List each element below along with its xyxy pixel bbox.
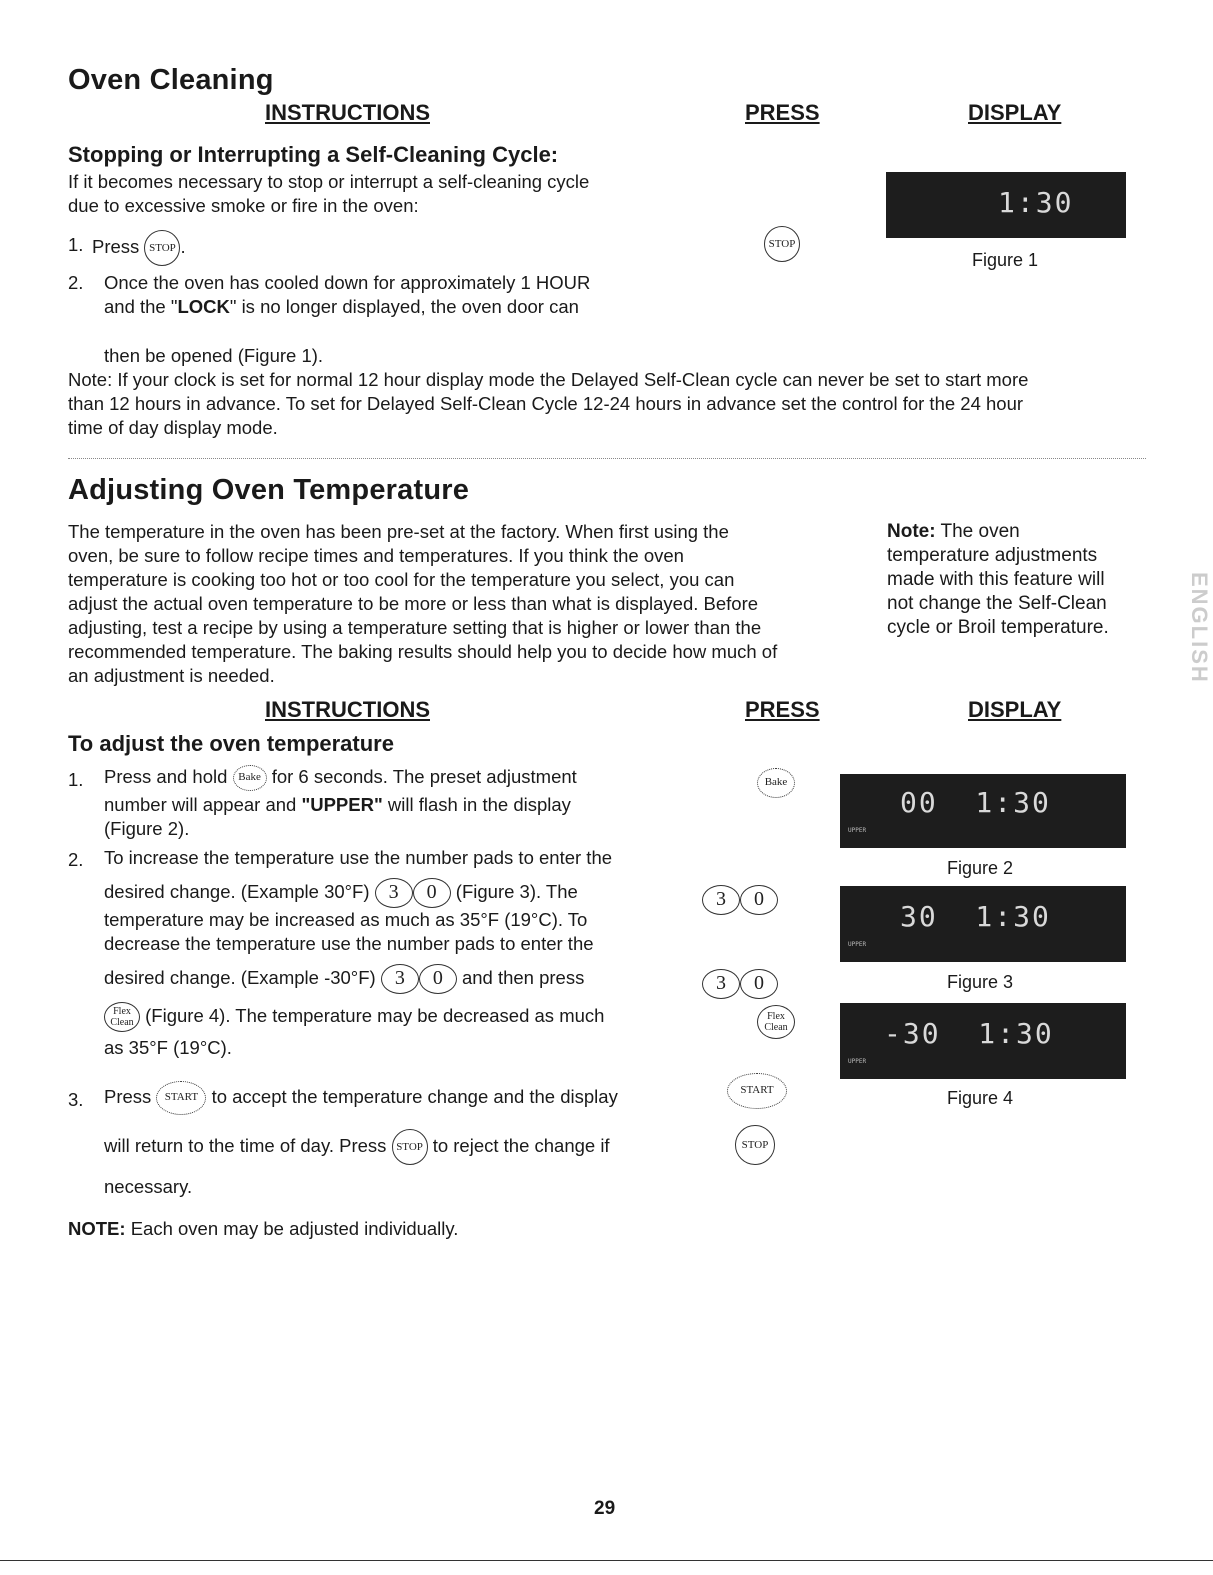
side-language-tab: ENGLISH [1187, 572, 1212, 684]
col-header-display: DISPLAY [968, 100, 1062, 125]
para-line: adjust the actual oven temperature to be more or less than what is displayed. Before [68, 593, 759, 614]
text-fragment: Press [104, 1085, 152, 1107]
stop-button-icon: STOP [144, 230, 180, 266]
note-delayed-clean [68, 368, 1028, 440]
figure-3-caption: Figure 3 [947, 972, 1014, 992]
start-button-icon: START [156, 1081, 206, 1115]
step-line: (Figure 2). [104, 818, 190, 840]
display-digits: 00 1:30 [900, 786, 1051, 819]
col-header-instructions: INSTRUCTIONS [265, 100, 430, 125]
step-line: temperature may be increased as much as 35°F (19°C). To [104, 909, 588, 930]
text-fragment: and then press [461, 966, 585, 988]
upper-indicator: UPPER [848, 827, 867, 834]
display-digits: -30 1:30 [884, 1017, 1054, 1050]
step-number: 1. [68, 769, 84, 790]
step-line: as 35°F (19°C). [104, 1037, 232, 1058]
text-fragment: will flash in the display [382, 794, 571, 816]
step-line [104, 765, 577, 791]
number-3-button-icon: 3 [375, 878, 413, 908]
step-line [104, 793, 577, 817]
press-30-icons [702, 885, 778, 915]
para-line: temperature is cooking too hot or too cool for the temperature you select, you can [68, 569, 735, 590]
step-line [104, 964, 612, 994]
press-minus30-icons [702, 969, 778, 999]
step-line [104, 1081, 618, 1115]
step-number: 3. [68, 1089, 84, 1110]
step-line: decrease the temperature use the number pads to enter the [104, 933, 594, 954]
section-divider [68, 458, 1146, 459]
para-line: The temperature in the oven has been pre-set at the factory. When first using the [68, 521, 729, 542]
step-line: To increase the temperature use the number pads to enter the [104, 847, 613, 868]
note-line-1: Note: If your clock is set for normal 12 hour display mode the Delayed Self-Clean cycle can never be set to start more [68, 369, 1029, 390]
para-line: recommended temperature. The baking results should help you to decide how much of [68, 641, 778, 662]
step-2 [104, 271, 590, 319]
step-line: necessary. [104, 1176, 193, 1197]
col-header-instructions: INSTRUCTIONS [265, 697, 430, 722]
adjust-step-3 [104, 1081, 618, 1199]
page-number: 29 [594, 1498, 616, 1519]
intro-line-2: due to excessive smoke or fire in the oven: [68, 195, 419, 216]
side-note-line: made with this feature will [887, 569, 1105, 590]
side-note-line: temperature adjustments [887, 545, 1098, 566]
step-number: 1. [68, 234, 84, 255]
para-line: an adjustment is needed. [68, 665, 275, 686]
figure-2-caption: Figure 2 [947, 858, 1014, 878]
step-2-line-1: Once the oven has cooled down for approximately 1 HOUR [104, 272, 591, 293]
step-number: 2. [68, 272, 84, 293]
number-0-button-icon: 0 [740, 885, 778, 915]
flex-clean-button-icon [104, 1002, 140, 1032]
col-header-press: PRESS [745, 697, 820, 722]
text-fragment: (Figure 4). The temperature may be decreased as much [145, 1004, 605, 1026]
adjust-step-2 [104, 846, 612, 1060]
text-fragment: (Figure 3). The [455, 880, 578, 902]
step-1 [92, 230, 186, 266]
press-stop-icon: STOP [735, 1125, 775, 1165]
subtitle-adjust: To adjust the oven temperature [68, 731, 394, 756]
note-each-oven [68, 1217, 458, 1241]
note-line-2: than 12 hours in advance. To set for Delayed Self-Clean Cycle 12-24 hours in advance set the control for the 24 hour [68, 393, 1024, 414]
section-title-oven-cleaning: Oven Cleaning [68, 64, 274, 96]
text-fragment: desired change. (Example 30°F) [104, 880, 370, 902]
adjust-step-1 [104, 765, 577, 841]
col-header-press: PRESS [745, 100, 820, 125]
note-label: NOTE: [68, 1218, 126, 1239]
number-0-button-icon: 0 [740, 969, 778, 999]
clean-label: Clean [764, 1022, 788, 1033]
number-3-button-icon: 3 [702, 969, 740, 999]
text-fragment: number will appear and [104, 794, 302, 816]
stop-button-icon: STOP [392, 1129, 428, 1165]
display-figure-1 [886, 172, 1126, 238]
text-fragment: desired change. (Example -30°F) [104, 966, 376, 988]
figure-4-caption: Figure 4 [947, 1088, 1014, 1108]
note-text: Each oven may be adjusted individually. [125, 1218, 459, 1239]
press-flex-clean-icon [757, 1005, 795, 1039]
text-fragment: and the " [104, 296, 178, 317]
lock-label: LOCK [177, 296, 230, 317]
clean-label: Clean [110, 1017, 134, 1028]
step-number: 2. [68, 849, 84, 870]
display-digits: 1:30 [998, 186, 1074, 219]
step-2-line-3: then be opened (Figure 1). [104, 345, 324, 366]
step-line [104, 1002, 612, 1032]
text-fragment: for 6 seconds. The preset adjustment [271, 766, 577, 787]
text-fragment: to reject the change if [432, 1134, 610, 1156]
side-note-line: cycle or Broil temperature. [887, 617, 1109, 638]
number-0-button-icon: 0 [413, 878, 451, 908]
display-digits: 30 1:30 [900, 900, 1051, 933]
display-figure-4 [840, 1003, 1126, 1079]
step-2-line-2 [104, 295, 590, 319]
upper-indicator: UPPER [848, 941, 867, 948]
display-figure-3 [840, 886, 1126, 962]
para-line: oven, be sure to follow recipe times and temperatures. If you think the oven [68, 545, 684, 566]
subtitle-stopping: Stopping or Interrupting a Self-Cleaning Cycle: [68, 142, 559, 167]
bake-button-icon: Bake [233, 765, 267, 791]
para-line: adjusting, test a recipe by using a temperature setting that is higher or lower than the [68, 617, 762, 638]
step-line [104, 1129, 618, 1165]
side-note [887, 520, 1109, 640]
flex-label: Flex [113, 1006, 131, 1017]
upper-label: "UPPER" [301, 794, 383, 816]
number-3-button-icon: 3 [702, 885, 740, 915]
figure-1-caption: Figure 1 [972, 250, 1039, 270]
text-fragment: The oven [935, 521, 1020, 542]
intro-line-1: If it becomes necessary to stop or interrupt a self-cleaning cycle [68, 171, 590, 192]
page-bottom-rule [0, 1560, 1213, 1561]
number-0-button-icon: 0 [419, 964, 457, 994]
adjusting-paragraph [68, 520, 777, 688]
display-figure-2 [840, 774, 1126, 848]
side-note-label: Note: [887, 521, 936, 542]
step-1-period: . [180, 235, 186, 257]
text-fragment: will return to the time of day. Press [104, 1134, 387, 1156]
intro-text [68, 170, 589, 218]
side-note-line-1 [887, 520, 1109, 544]
step-1-text: Press [92, 235, 140, 257]
press-start-icon: START [727, 1073, 787, 1109]
press-bake-icon: Bake [757, 768, 795, 798]
text-fragment: " is no longer displayed, the oven door can [229, 296, 579, 317]
flex-label: Flex [767, 1011, 785, 1022]
upper-indicator: UPPER [848, 1058, 867, 1065]
note-line-3: time of day display mode. [68, 417, 278, 438]
col-header-display: DISPLAY [968, 697, 1062, 722]
number-3-button-icon: 3 [381, 964, 419, 994]
step-line [104, 878, 612, 908]
text-fragment: to accept the temperature change and the display [211, 1085, 618, 1107]
side-note-line: not change the Self-Clean [887, 593, 1107, 614]
press-stop-icon: STOP [764, 226, 800, 262]
text-fragment: Press and hold [104, 766, 228, 787]
section-title-adjusting: Adjusting Oven Temperature [68, 474, 470, 506]
